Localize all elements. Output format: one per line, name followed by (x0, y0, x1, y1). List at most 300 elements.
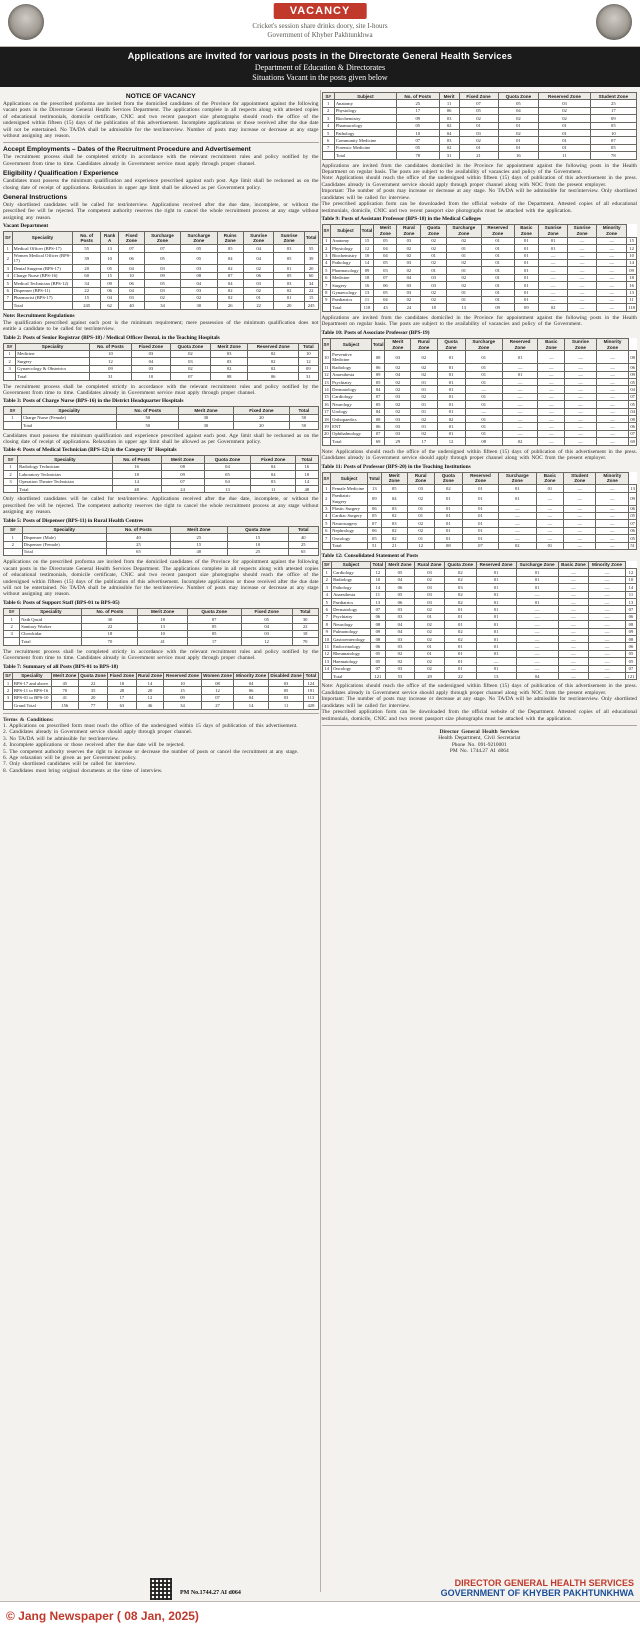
table-cell: 04 (374, 296, 397, 303)
table-cell: 03 (385, 351, 411, 364)
table-cell: — (565, 371, 597, 378)
table-cell: 01 (476, 584, 516, 591)
th: Merit Zone (171, 526, 228, 533)
table-cell: 48 (112, 486, 161, 493)
table-cell: Neurosurgery (331, 520, 368, 527)
table-cell: 08 (161, 463, 204, 470)
table-cell: 01 (465, 430, 502, 437)
table-cell: 01 (476, 643, 516, 650)
table-cell: 02 (407, 527, 434, 534)
left-column (3, 90, 319, 774)
table-cell: 04 (181, 280, 217, 287)
table-cell: 13 (322, 379, 331, 386)
table-cell: 05 (459, 107, 498, 114)
table-cell: Pharmacology (332, 267, 359, 273)
table-cell: 08 (201, 680, 234, 687)
table-cell: 02 (444, 591, 476, 598)
table-cell: 15 (627, 237, 637, 244)
table-cell: 03 (385, 636, 414, 643)
table-cell: 01 (516, 584, 558, 591)
table-cell: 01 (476, 591, 516, 598)
table-row (322, 430, 637, 437)
table-cell: 02 (502, 438, 537, 445)
table-cell: 31 (89, 373, 131, 380)
table-cell: — (589, 665, 626, 672)
table-cell: 07 (371, 393, 385, 400)
table-cell: 09 (371, 371, 385, 378)
section-body-1: Candidates must possess the minimum qualification and experience prescribed against each post. Age limit shall be reckoned as on the closing date of receipt of applications. Relaxation in upper age limit shall be allowed as per Government policy. (3, 178, 319, 191)
table-cell: 06 (371, 364, 385, 371)
table-cell: 03 (385, 393, 411, 400)
table-row (322, 401, 637, 408)
table-cell: 11 (360, 296, 374, 303)
table-cell: Pathology (332, 584, 371, 591)
table-cell: 13 (138, 623, 187, 630)
office-line-3: PM No. 1744.27 AI d064 (449, 748, 509, 755)
table-cell: 03 (444, 584, 476, 591)
table-cell: 51 (368, 542, 382, 549)
table-cell: — (596, 379, 629, 386)
banner-line-2: Department of Education & Directorates (254, 63, 386, 72)
table-cell: 17 (411, 438, 437, 445)
table-cell: — (516, 613, 558, 620)
table-cell: — (589, 658, 626, 665)
table-cell: 03 (243, 280, 273, 287)
table-cell: 50 (117, 422, 179, 429)
table-row (322, 520, 637, 527)
table-cell: 12 (201, 687, 234, 694)
table-row (322, 438, 637, 445)
table-cell: — (589, 606, 626, 613)
table-cell: 13 (204, 486, 251, 493)
table-cell: 04 (217, 252, 243, 265)
table-cell: 02 (181, 294, 217, 301)
vacancy-badge: VACANCY (274, 3, 367, 19)
table-cell: 06 (368, 505, 382, 512)
table-cell: — (568, 259, 597, 266)
table-cell: 01 (444, 621, 476, 628)
table-cell: 4 (322, 591, 332, 598)
table-cell: 02 (439, 144, 459, 151)
table-cell: — (596, 542, 629, 549)
table-cell: 01 (539, 130, 590, 137)
table-cell: 01 (481, 282, 514, 289)
table-caption-0: Vacant Department (3, 223, 49, 230)
th: Merit Zone (138, 608, 187, 615)
table-cell: 06 (234, 687, 268, 694)
table-cell: 12 (136, 694, 164, 701)
table-cell: 14 (627, 259, 637, 266)
th: Sunrise Zone (243, 232, 273, 245)
table-cell: 05 (396, 144, 439, 151)
table-row (322, 393, 637, 400)
terms-item-3: 3. No TA/DA will be admissible for test/interview. (3, 735, 119, 742)
table-cell: 01 (516, 599, 558, 606)
table-cell: — (538, 393, 565, 400)
table-row (4, 358, 319, 365)
table-cell: — (539, 259, 568, 266)
table-cell: Dermatology (332, 606, 371, 613)
table-cell: Nephrology (331, 527, 368, 534)
page-header (0, 0, 640, 47)
table-cell: 07 (217, 272, 243, 279)
table-cell: Paediatric Surgery (331, 492, 368, 505)
table-cell: — (558, 643, 589, 650)
table-caption-r4: Table 12: Consolidated Statement of Posts (321, 552, 419, 559)
table-cell: 2 (4, 252, 13, 265)
table-cell: Total (21, 422, 116, 429)
table-cell: 09 (625, 628, 636, 635)
th: S# (4, 232, 13, 245)
table-cell: 13 (368, 485, 382, 492)
table-cell: Community Medicine (334, 137, 396, 144)
table-cell: 7 (322, 282, 331, 289)
table-cell: 06 (385, 584, 414, 591)
table-cell: 02 (421, 296, 446, 303)
table-cell: 05 (374, 289, 397, 296)
table-cell: 07 (370, 665, 385, 672)
table-row (322, 152, 637, 159)
th: S# (322, 93, 334, 100)
table-cell: 39 (304, 252, 318, 265)
table-cell: 02 (248, 350, 299, 357)
table-cell: Grand Total (12, 702, 51, 709)
table-cell: 01 (415, 613, 445, 620)
table-cell: 02 (415, 576, 445, 583)
table-cell: 43 (374, 304, 397, 311)
table-cell: 01 (539, 137, 590, 144)
table-row (322, 408, 637, 415)
qr-code-icon (150, 1578, 172, 1600)
table-cell: 15 (73, 294, 101, 301)
table-cell: 01 (444, 643, 476, 650)
table-cell: 01 (481, 259, 514, 266)
table-cell: Total (22, 548, 106, 555)
table-cell: 40 (106, 534, 170, 541)
table-cell (4, 638, 20, 645)
table-cell: 12 (360, 245, 374, 252)
table-cell: 02 (243, 265, 273, 272)
table-cell: 02 (407, 520, 434, 527)
th: Basic Zone (536, 472, 563, 485)
table-cell: 05 (187, 623, 241, 630)
th: Basic Zone (558, 561, 589, 568)
table-cell: 60 (73, 272, 101, 279)
table-row (4, 534, 319, 541)
table-cell: 09 (299, 365, 318, 372)
table-cell: 45 (51, 680, 78, 687)
table-cell: 01 (437, 408, 465, 415)
table-cell: 05 (101, 265, 119, 272)
table-cell: Dental Surgeon (BPS-17) (12, 265, 73, 272)
table-cell: 02 (385, 658, 414, 665)
table-cell: 11 (251, 486, 296, 493)
table-cell: — (465, 408, 502, 415)
table-cell: BPS-11 to BPS-16 (12, 687, 51, 694)
table-cell: 01 (514, 274, 538, 281)
table-cell: 05 (204, 471, 251, 478)
table-cell: 02 (248, 365, 299, 372)
table-cell: 02 (415, 606, 445, 613)
table-cell: Female Medicine (331, 485, 368, 492)
terms-item-6: 6. Age relaxation will be given as per Government policy. (3, 755, 137, 762)
table-cell: 02 (415, 636, 445, 643)
table-cell: 01 (434, 520, 462, 527)
table-cell: — (502, 401, 537, 408)
table-cell: — (465, 386, 502, 393)
table-cell: — (568, 289, 597, 296)
table-cell: — (597, 237, 627, 244)
table-cell: 01 (444, 606, 476, 613)
table-cell: 05 (630, 535, 635, 541)
table-cell: 06 (625, 613, 636, 620)
table-cell: — (538, 379, 565, 386)
th: S# (4, 343, 16, 350)
th: S# (5, 673, 11, 679)
table-row (4, 373, 319, 380)
banner-line-1: Applications are invited for various posts in the Directorate General Health Services (127, 51, 513, 61)
table-cell: 01 (536, 542, 563, 549)
table-cell: 7 (322, 535, 331, 542)
table-cell: 01 (415, 650, 445, 657)
table-cell: — (502, 386, 537, 393)
table-cell: 9 (322, 296, 331, 303)
table-cell: — (558, 621, 589, 628)
table-cell: 3 (4, 265, 13, 272)
table-cell: 01 (444, 613, 476, 620)
table-cell: 16 (112, 463, 161, 470)
table-cell: 34 (144, 302, 180, 309)
table-cell: 10 (322, 351, 331, 364)
table-cell: — (568, 304, 597, 311)
table-row (4, 630, 319, 637)
table-cell: 20 (274, 302, 304, 309)
table-cell: — (558, 658, 589, 665)
th: Subject (334, 93, 396, 100)
right-closing-1: Important: The number of posts may increase or decrease at any stage. No TA/DA will be admissible for test/interview. Only shortlisted candidates will be called for interview. (321, 696, 637, 709)
table-cell: 01 (437, 430, 465, 437)
table-cell: 06 (630, 423, 635, 429)
th: Quota Zone (437, 338, 465, 351)
table-cell: — (589, 599, 626, 606)
table-cell: — (558, 636, 589, 643)
th: Fixed Zone (251, 456, 296, 463)
table-cell: 01 (459, 144, 498, 151)
vacancy-table-r2 (322, 338, 638, 446)
right-filler-e: Note: Applications should reach the office of the undersigned within fifteen (15) days of publication of this advertisement in the press. Candidates already in Government service should apply through proper channel along with NOC from the present employer. (321, 448, 637, 462)
table-cell: — (589, 643, 626, 650)
table-cell: — (502, 408, 537, 415)
th: No. of Posts (82, 608, 138, 615)
table-cell: 10 (227, 541, 288, 548)
table-cell: 29 (415, 673, 445, 680)
table-cell: 6 (322, 606, 332, 613)
th: Speciality (12, 232, 73, 245)
table-row (322, 245, 637, 252)
table-cell: — (564, 542, 596, 549)
table-cell: 27 (201, 702, 234, 709)
divider (3, 142, 319, 143)
table-cell (4, 548, 23, 555)
table-cell: 1 (322, 485, 331, 492)
table-cell: 02 (407, 492, 434, 505)
table-cell: 03 (385, 416, 411, 423)
table-cell: 05 (368, 535, 382, 542)
table-cell: 01 (516, 569, 558, 576)
table-row (4, 463, 319, 470)
table-cell: 1 (4, 616, 20, 623)
table-cell: 01 (516, 576, 558, 583)
table-row (322, 130, 637, 137)
table-cell: — (536, 492, 563, 505)
table-cell: 01 (514, 267, 538, 274)
pm-number: PM No.1744.27 AI d064 (180, 1590, 241, 1596)
th: Reserved Zone (481, 224, 514, 237)
table-cell: 02 (421, 289, 446, 296)
table-cell: — (516, 636, 558, 643)
table-cell: 01 (476, 613, 516, 620)
th: Sunrise Zone (274, 232, 304, 245)
table-cell: 07 (625, 665, 636, 672)
table-cell: 03 (132, 365, 171, 372)
table-cell: 06 (368, 527, 382, 534)
th: Surcharge Zone (144, 232, 180, 245)
table-cell: Charge Nurse (BPS-16) (12, 272, 73, 279)
table-cell: Preventive Medicine (331, 351, 372, 364)
table-cell: 01 (407, 535, 434, 542)
table-cell: 11 (322, 364, 331, 371)
table-cell: 34 (304, 280, 318, 287)
table-cell: 5 (322, 267, 331, 274)
table-cell: — (502, 364, 537, 371)
table-cell: 04 (516, 673, 558, 680)
table-cell: Psychiatry (332, 613, 371, 620)
table-cell: 22 (73, 287, 101, 294)
table-cell: — (536, 505, 563, 512)
table-cell: — (596, 371, 629, 378)
table-row (322, 542, 637, 549)
table-cell: 04 (385, 621, 414, 628)
table-cell: — (502, 379, 537, 386)
table-cell: 02 (411, 351, 437, 364)
table-cell: 6 (322, 527, 331, 534)
table-cell: 08 (434, 542, 462, 549)
table-cell: — (597, 252, 627, 259)
th: Fixed Zone (132, 343, 171, 350)
table-cell: 9 (322, 628, 332, 635)
table-cell: Chowkidar (20, 630, 82, 637)
table-cell: 01 (514, 237, 538, 244)
table-cell: 05 (371, 401, 385, 408)
table-cell: 02 (170, 350, 210, 357)
table-cell: Total (12, 302, 73, 309)
table-cell: 07 (370, 606, 385, 613)
table-cell: 05 (374, 237, 397, 244)
table-cell: 19 (322, 423, 331, 430)
table-cell: — (502, 393, 537, 400)
table-row (322, 527, 637, 534)
table-cell: 05 (274, 272, 304, 279)
table-cell: 12 (241, 638, 292, 645)
table-cell: 1 (322, 100, 334, 107)
vacancy-table-r4 (322, 561, 638, 681)
table-row (4, 302, 319, 309)
th: Merit Zone (161, 456, 204, 463)
table-row (322, 364, 637, 371)
table-cell: BPS-17 and above (12, 680, 51, 687)
table-cell: Cardiology (332, 569, 371, 576)
table-cell: 01 (446, 296, 481, 303)
table-cell: 02 (385, 401, 411, 408)
table-row (322, 643, 637, 650)
table-cell: 01 (434, 535, 462, 542)
table-cell: 4 (322, 259, 331, 266)
table-row (322, 505, 637, 512)
table-cell: 04 (251, 471, 296, 478)
authority-stamp (424, 1578, 634, 1598)
table-cell: 03 (181, 265, 217, 272)
table-cell: 428 (304, 702, 318, 709)
table-cell: 65 (289, 548, 318, 555)
table-cell: 04 (371, 386, 385, 393)
th: Fixed Zone (241, 608, 292, 615)
table-row (4, 252, 319, 265)
table-cell: — (558, 569, 589, 576)
th: Women Zone (201, 672, 234, 679)
table-cell: — (558, 665, 589, 672)
table-cell: 03 (132, 350, 171, 357)
table-cell: — (516, 665, 558, 672)
table-cell: 02 (498, 542, 536, 549)
table-cell: 05 (241, 616, 292, 623)
table-cell: 08 (625, 621, 636, 628)
table-cell: 03 (415, 599, 445, 606)
table-cell: — (536, 527, 563, 534)
table-cell: 01 (463, 505, 499, 512)
th: Merit (439, 93, 459, 100)
table-cell: 03 (439, 137, 459, 144)
table-cell: 04 (374, 245, 397, 252)
table-caption-3: Table 3: Posts of Charge Nurse (BPS-16) in the District Headquarter Hospitals (3, 398, 184, 405)
table-cell: 07 (396, 137, 439, 144)
th: Merit Zone (385, 561, 414, 568)
table-cell: Total (332, 673, 371, 680)
table-cell: 07 (119, 245, 145, 252)
vacancy-table-2 (3, 343, 319, 381)
th: Fixed Zone (233, 407, 290, 414)
th: Basic Zone (538, 338, 565, 351)
table-cell: 34 (73, 280, 101, 287)
th: Merit Zone (374, 224, 397, 237)
table-cell: Naib Qasid (20, 616, 82, 623)
table-cell: 05 (396, 122, 439, 129)
table-cell: 02 (397, 245, 421, 252)
table-cell: 01 (481, 289, 514, 296)
table-cell: 06 (243, 272, 273, 279)
terms-item-5: 5. The competent authority reserves the right to increase or decrease the number of posts or cancel the recruitment at any stage. (3, 748, 299, 755)
th: Merit Zone (381, 472, 407, 485)
table-cell (322, 542, 331, 549)
table-cell: 10 (322, 636, 332, 643)
table-cell: 10 (627, 252, 637, 259)
table-cell: — (565, 364, 597, 371)
table-cell: Physiology (331, 245, 361, 252)
table-row (4, 245, 319, 252)
table-cell: 1 (4, 534, 23, 541)
table-cell: 05 (630, 401, 635, 407)
table-cell: 01 (463, 520, 499, 527)
section-title-0: Accept Employments – Dates of the Recruitment Procedure and Advertisement (3, 146, 251, 154)
